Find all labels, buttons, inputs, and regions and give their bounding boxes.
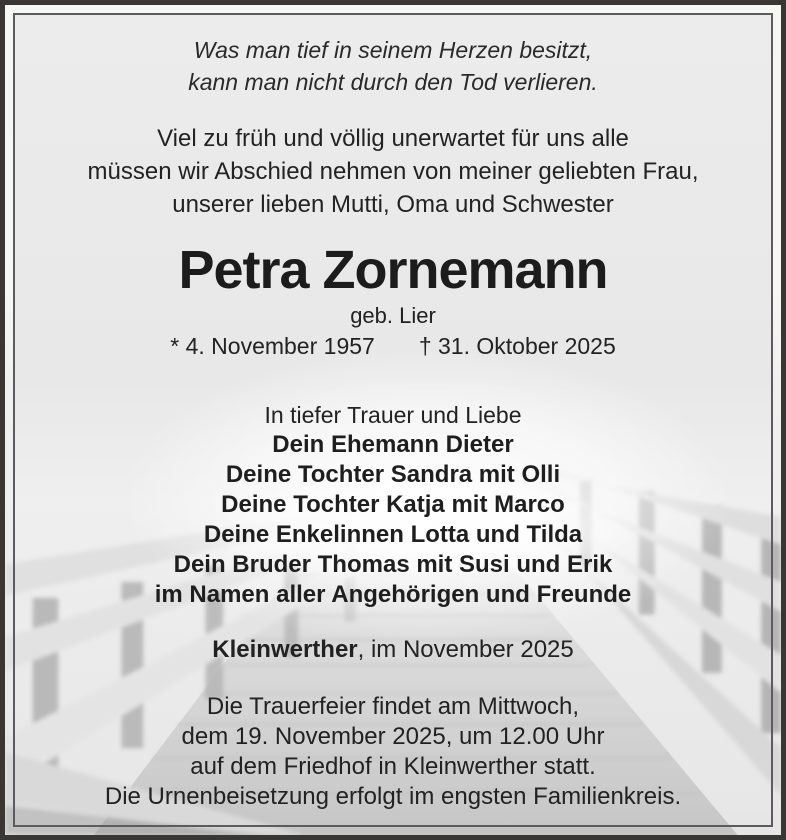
birth-date: * 4. November 1957 — [170, 333, 375, 359]
intro-line-3: unserer lieben Mutti, Oma und Schwester — [172, 191, 614, 218]
verse-line-1: Was man tief in seinem Herzen besitzt, — [193, 37, 593, 63]
place-date-suffix: , im November 2025 — [357, 636, 574, 663]
mourner-line: Deine Tochter Sandra mit Olli — [225, 461, 561, 488]
maiden-name: geb. Lier — [350, 303, 436, 328]
mourning-intro: In tiefer Trauer und Liebe — [264, 402, 522, 428]
intro-line-1: Viel zu früh und völlig unerwartet für uns alle — [157, 125, 629, 152]
funeral-info — [21, 692, 765, 812]
obituary-content — [21, 21, 765, 819]
funeral-line-4: Die Urnenbeisetzung erfolgt im engsten Familienkreis. — [104, 783, 682, 810]
verse-line-2: kann man nicht durch den Tod verlieren. — [188, 69, 598, 95]
funeral-line-2: dem 19. November 2025, um 12.00 Uhr — [181, 723, 605, 750]
death-date: † 31. Oktober 2025 — [418, 333, 616, 359]
intro-line-2: müssen wir Abschied nehmen von meiner geliebten Frau, — [87, 158, 699, 185]
deceased-name: Petra Zornemann — [178, 240, 608, 300]
mourner-line: Dein Bruder Thomas mit Susi und Erik — [173, 551, 613, 578]
life-dates — [21, 332, 765, 360]
mourner-line: Dein Ehemann Dieter — [272, 431, 514, 458]
mourner-line: im Namen aller Angehörigen und Freunde — [154, 581, 632, 608]
funeral-line-3: auf dem Friedhof in Kleinwerther statt. — [190, 753, 596, 780]
place-name: Kleinwerther — [212, 636, 358, 663]
opening-verse — [21, 34, 765, 98]
mourners-list — [21, 430, 765, 610]
introduction-text — [21, 122, 765, 221]
place-and-date — [21, 635, 765, 665]
mourner-line: Deine Enkelinnen Lotta und Tilda — [203, 521, 583, 548]
funeral-line-1: Die Trauerfeier findet am Mittwoch, — [206, 693, 580, 720]
mourner-line: Deine Tochter Katja mit Marco — [221, 491, 565, 518]
